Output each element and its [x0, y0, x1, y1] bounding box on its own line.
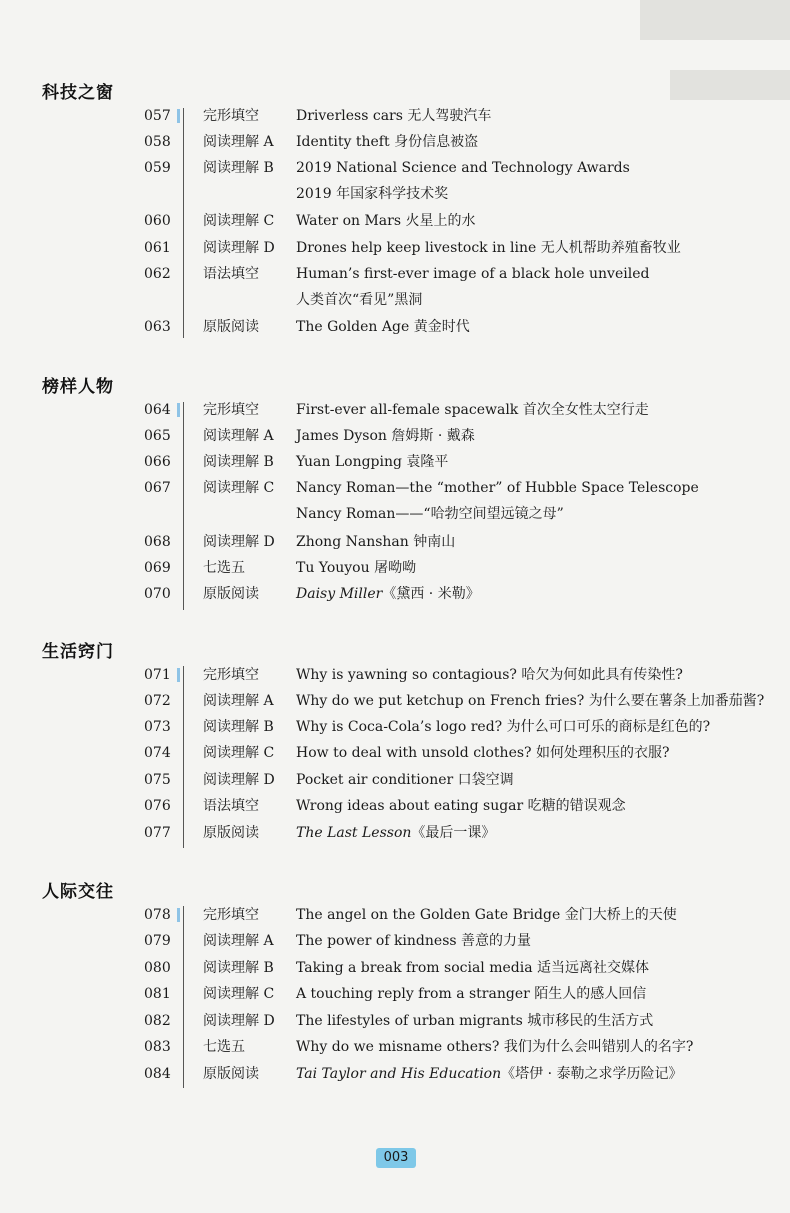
- entry-title: The angel on the Golden Gate Bridge 金门大桥上的天使: [296, 907, 677, 923]
- entry-title-cn: 《最后一课》: [411, 825, 496, 841]
- entry-type: 原版阅读: [203, 586, 259, 602]
- toc-entry[interactable]: [0, 1061, 790, 1087]
- entry-type: 阅读理解 A: [203, 428, 274, 444]
- toc-entry[interactable]: [0, 235, 790, 261]
- entry-number: 066: [144, 454, 171, 470]
- entry-title: Pocket air conditioner 口袋空调: [296, 772, 514, 788]
- entry-number: 076: [144, 798, 171, 814]
- entry-title-continued: 2019 年国家科学技术奖: [296, 186, 449, 202]
- entry-type: 原版阅读: [203, 825, 259, 841]
- entry-type: 阅读理解 B: [203, 160, 274, 176]
- entry-title-italic: The Last Lesson: [296, 825, 412, 841]
- entry-type: 阅读理解 A: [203, 933, 274, 949]
- entry-number: 074: [144, 745, 171, 761]
- toc-entry[interactable]: [0, 662, 790, 688]
- entry-number: 082: [144, 1013, 171, 1029]
- entry-title: Human’s first-ever image of a black hole unveiled: [296, 266, 650, 282]
- entry-type: 七选五: [203, 560, 245, 576]
- entry-title: Identity theft 身份信息被盗: [296, 134, 479, 150]
- entry-number: 061: [144, 240, 171, 256]
- entry-title: Yuan Longping 袁隆平: [296, 454, 449, 470]
- toc-entry[interactable]: [0, 767, 790, 793]
- entry-number: 063: [144, 319, 171, 335]
- entry-type: 阅读理解 D: [203, 240, 275, 256]
- toc-entry[interactable]: [0, 103, 790, 129]
- toc-entry[interactable]: [0, 688, 790, 714]
- entry-type: 阅读理解 C: [203, 213, 275, 229]
- toc-entry[interactable]: [0, 740, 790, 766]
- accent-bar: [177, 668, 180, 682]
- toc-entry[interactable]: [0, 955, 790, 981]
- bleed-through-shadow: [640, 0, 790, 40]
- entry-type: 语法填空: [203, 798, 259, 814]
- toc-entry[interactable]: [0, 397, 790, 423]
- entry-number: 079: [144, 933, 171, 949]
- section-heading: 人际交往: [42, 882, 114, 902]
- entry-title: Tu Youyou 屠呦呦: [296, 560, 417, 576]
- toc-entry[interactable]: [0, 820, 790, 846]
- entry-type: 阅读理解 C: [203, 480, 275, 496]
- toc-entry[interactable]: [0, 261, 790, 287]
- entry-type: 阅读理解 B: [203, 960, 274, 976]
- entry-type: 阅读理解 C: [203, 745, 275, 761]
- entry-number: 077: [144, 825, 171, 841]
- entry-type: 阅读理解 B: [203, 454, 274, 470]
- entry-number: 068: [144, 534, 171, 550]
- entry-number: 084: [144, 1066, 171, 1082]
- entry-title: Why is yawning so contagious? 哈欠为何如此具有传染性?: [296, 667, 683, 683]
- entry-title: The Golden Age 黄金时代: [296, 319, 470, 335]
- entry-title: James Dyson 詹姆斯 · 戴森: [296, 428, 475, 444]
- entry-title: Taking a break from social media 适当远离社交媒体: [296, 960, 650, 976]
- entry-number: 070: [144, 586, 171, 602]
- page-number: 003: [376, 1148, 416, 1168]
- entry-number: 080: [144, 960, 171, 976]
- entry-type: 阅读理解 A: [203, 693, 274, 709]
- entry-number: 081: [144, 986, 171, 1002]
- toc-entry[interactable]: [0, 155, 790, 181]
- entry-number: 075: [144, 772, 171, 788]
- entry-title-italic: Daisy Miller: [296, 586, 383, 602]
- entry-type: 完形填空: [203, 667, 259, 683]
- entry-title: 2019 National Science and Technology Awards: [296, 160, 630, 176]
- entry-number: 057: [144, 108, 171, 124]
- entry-number: 064: [144, 402, 171, 418]
- entry-title: [296, 581, 480, 607]
- toc-entry[interactable]: [0, 314, 790, 340]
- entry-title: First-ever all-female spacewalk 首次全女性太空行走: [296, 402, 649, 418]
- toc-entry[interactable]: [0, 981, 790, 1007]
- entry-type: 原版阅读: [203, 1066, 259, 1082]
- accent-bar: [177, 109, 180, 123]
- entry-title: Nancy Roman—the “mother” of Hubble Space Telescope: [296, 480, 699, 496]
- entry-number: 058: [144, 134, 171, 150]
- entry-title-continued: 人类首次“看见”黑洞: [296, 292, 423, 308]
- entry-number: 067: [144, 480, 171, 496]
- entry-number: 059: [144, 160, 171, 176]
- toc-entry[interactable]: [0, 793, 790, 819]
- toc-entry[interactable]: [0, 902, 790, 928]
- toc-entry[interactable]: [0, 1034, 790, 1060]
- accent-bar: [177, 908, 180, 922]
- entry-title: The power of kindness 善意的力量: [296, 933, 532, 949]
- entry-type: 阅读理解 C: [203, 986, 275, 1002]
- entry-number: 062: [144, 266, 171, 282]
- entry-number: 073: [144, 719, 171, 735]
- entry-type: 阅读理解 D: [203, 534, 275, 550]
- bleed-through-shadow: [670, 70, 790, 100]
- entry-title-cn: 《塔伊 · 泰勒之求学历险记》: [501, 1066, 683, 1082]
- entry-number: 072: [144, 693, 171, 709]
- entry-type: 完形填空: [203, 108, 259, 124]
- entry-type: 七选五: [203, 1039, 245, 1055]
- entry-title: Drones help keep livestock in line 无人机帮助养殖畜牧业: [296, 240, 681, 256]
- toc-entry[interactable]: [0, 423, 790, 449]
- entry-title: Wrong ideas about eating sugar 吃糖的错误观念: [296, 798, 626, 814]
- toc-entry[interactable]: [0, 129, 790, 155]
- entry-title: [296, 1061, 682, 1087]
- entry-title: A touching reply from a stranger 陌生人的感人回信: [296, 986, 647, 1002]
- entry-title-cn: 《黛西 · 米勒》: [382, 586, 480, 602]
- entry-type: 阅读理解 D: [203, 772, 275, 788]
- entry-title: How to deal with unsold clothes? 如何处理积压的衣服?: [296, 745, 670, 761]
- entry-number: 078: [144, 907, 171, 923]
- entry-type: 语法填空: [203, 266, 259, 282]
- entry-title: Driverless cars 无人驾驶汽车: [296, 108, 492, 124]
- entry-title: Why do we misname others? 我们为什么会叫错别人的名字?: [296, 1039, 694, 1055]
- toc-entry[interactable]: [0, 581, 790, 607]
- entry-title: Water on Mars 火星上的水: [296, 213, 476, 229]
- entry-title: The lifestyles of urban migrants 城市移民的生活方式: [296, 1013, 654, 1029]
- entry-title: Why is Coca-Cola’s logo red? 为什么可口可乐的商标是红色的?: [296, 719, 711, 735]
- entry-number: 060: [144, 213, 171, 229]
- entry-title: Why do we put ketchup on French fries? 为什么要在薯条上加番茄酱?: [296, 693, 765, 709]
- entry-number: 069: [144, 560, 171, 576]
- entry-type: 阅读理解 D: [203, 1013, 275, 1029]
- toc-entry[interactable]: [0, 449, 790, 475]
- entry-type: 阅读理解 A: [203, 134, 274, 150]
- entry-type: 完形填空: [203, 402, 259, 418]
- section-heading: 生活窍门: [42, 642, 114, 662]
- entry-title: Zhong Nanshan 钟南山: [296, 534, 456, 550]
- entry-number: 065: [144, 428, 171, 444]
- entry-title-continued: Nancy Roman——“哈勃空间望远镜之母”: [296, 506, 564, 522]
- toc-entry[interactable]: [0, 1008, 790, 1034]
- toc-entry[interactable]: [0, 555, 790, 581]
- entry-number: 083: [144, 1039, 171, 1055]
- section-heading: 科技之窗: [42, 83, 114, 103]
- toc-entry[interactable]: [0, 208, 790, 234]
- toc-entry[interactable]: [0, 529, 790, 555]
- entry-number: 071: [144, 667, 171, 683]
- entry-title: [296, 820, 495, 846]
- toc-entry[interactable]: [0, 475, 790, 501]
- toc-entry[interactable]: [0, 714, 790, 740]
- entry-type: 完形填空: [203, 907, 259, 923]
- section-heading: 榜样人物: [42, 377, 114, 397]
- accent-bar: [177, 403, 180, 417]
- entry-type: 阅读理解 B: [203, 719, 274, 735]
- toc-entry[interactable]: [0, 928, 790, 954]
- entry-title-italic: Tai Taylor and His Education: [296, 1066, 502, 1082]
- entry-type: 原版阅读: [203, 319, 259, 335]
